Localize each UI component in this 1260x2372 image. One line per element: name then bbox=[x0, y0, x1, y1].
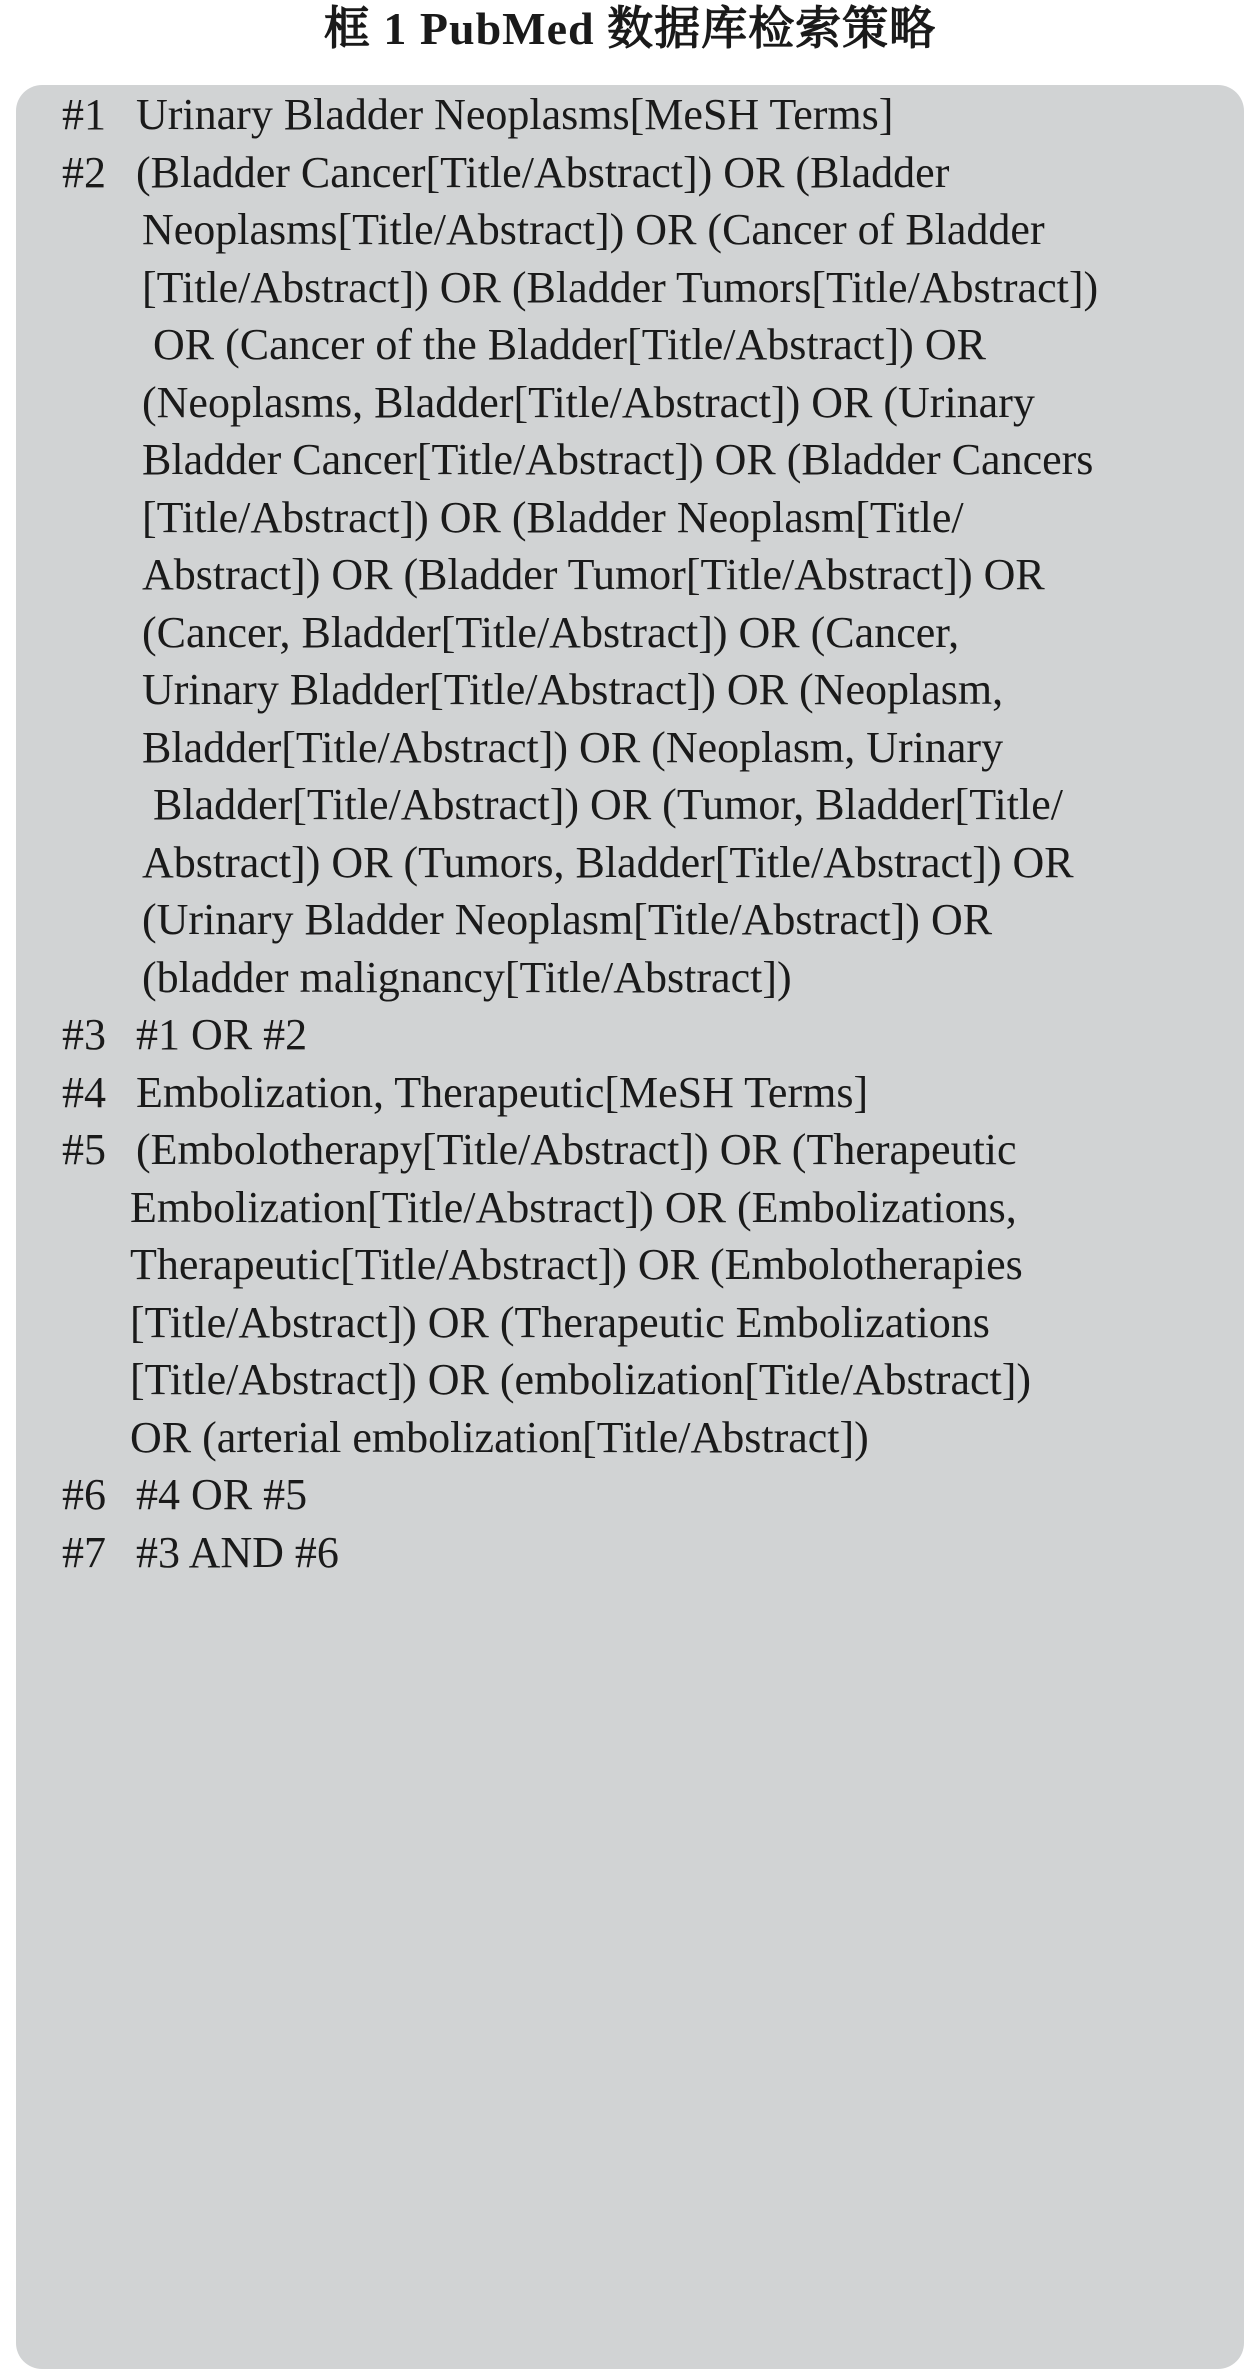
entry-line: [Title/Abstract]) OR (Bladder Tumors[Title/Abstract]) bbox=[142, 263, 1099, 312]
entry-line: Neoplasms[Title/Abstract]) OR (Cancer of Bladder bbox=[142, 205, 1045, 254]
entry-line: Urinary Bladder Neoplasms[MeSH Terms] bbox=[136, 90, 894, 139]
search-strategy-panel bbox=[16, 85, 1244, 2369]
entry-line: (Urinary Bladder Neoplasm[Title/Abstract]) OR bbox=[142, 895, 993, 944]
entry-line: OR (Cancer of the Bladder[Title/Abstract]) OR bbox=[142, 320, 986, 369]
entry-label: #2 bbox=[62, 148, 106, 197]
entry-line: (Neoplasms, Bladder[Title/Abstract]) OR (Urinary bbox=[142, 378, 1035, 427]
entry-line: Therapeutic[Title/Abstract]) OR (Embolotherapies bbox=[130, 1240, 1023, 1289]
entry-label: #6 bbox=[62, 1470, 106, 1519]
entry-line: #1 OR #2 bbox=[136, 1010, 308, 1059]
entry-line: Bladder[Title/Abstract]) OR (Tumor, Bladder[Title/ bbox=[142, 780, 1063, 829]
box-title: 框 1 PubMed 数据库检索策略 bbox=[323, 3, 937, 54]
entry-label: #3 bbox=[62, 1010, 106, 1059]
entry-line: Bladder[Title/Abstract]) OR (Neoplasm, Urinary bbox=[142, 723, 1004, 772]
entry-line: Embolization[Title/Abstract]) OR (Embolizations, bbox=[130, 1183, 1017, 1232]
entry-line: (Embolotherapy[Title/Abstract]) OR (Therapeutic bbox=[136, 1125, 1017, 1174]
entry-line: (bladder malignancy[Title/Abstract]) bbox=[142, 953, 792, 1002]
entry-line: Urinary Bladder[Title/Abstract]) OR (Neoplasm, bbox=[142, 665, 1004, 714]
entry-line: Abstract]) OR (Bladder Tumor[Title/Abstract]) OR bbox=[142, 550, 1045, 599]
entry-label: #4 bbox=[62, 1068, 106, 1117]
entry-line: [Title/Abstract]) OR (embolization[Title/Abstract]) bbox=[130, 1355, 1032, 1404]
entry-line: Bladder Cancer[Title/Abstract]) OR (Bladder Cancers bbox=[142, 435, 1094, 484]
entry-line: OR (arterial embolization[Title/Abstract]) bbox=[130, 1413, 869, 1462]
entry-label: #5 bbox=[62, 1125, 106, 1174]
entry-line: Abstract]) OR (Tumors, Bladder[Title/Abstract]) OR bbox=[142, 838, 1074, 887]
entry-line: [Title/Abstract]) OR (Bladder Neoplasm[Title/ bbox=[142, 493, 964, 542]
entry-line: (Cancer, Bladder[Title/Abstract]) OR (Cancer, bbox=[142, 608, 960, 657]
entry-label: #7 bbox=[62, 1528, 106, 1577]
entry-line: [Title/Abstract]) OR (Therapeutic Embolizations bbox=[130, 1298, 990, 1347]
entry-line: Embolization, Therapeutic[MeSH Terms] bbox=[136, 1068, 869, 1117]
entry-line: #3 AND #6 bbox=[136, 1528, 339, 1577]
entry-label: #1 bbox=[62, 90, 106, 139]
entry-line: (Bladder Cancer[Title/Abstract]) OR (Bladder bbox=[136, 148, 950, 197]
entry-line: #4 OR #5 bbox=[136, 1470, 308, 1519]
